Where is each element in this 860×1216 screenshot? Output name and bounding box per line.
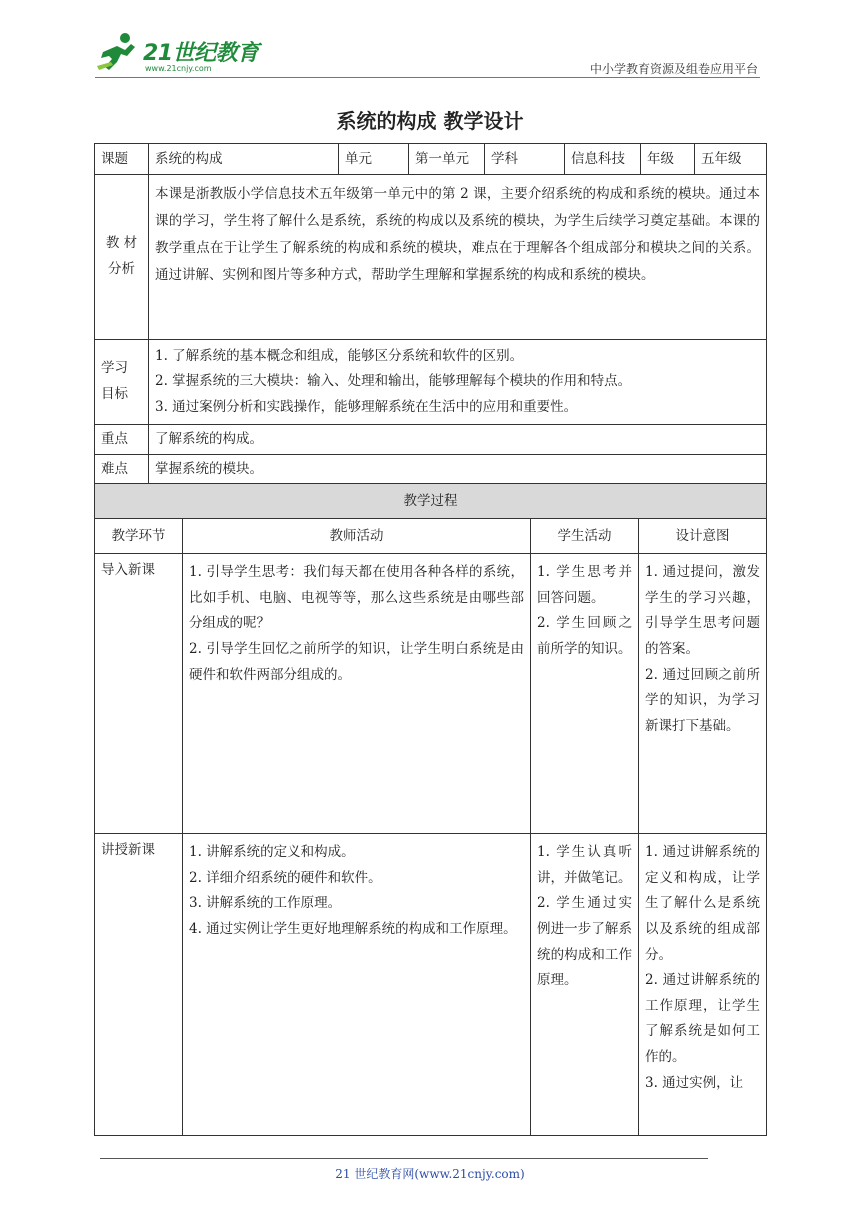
student-cell (531, 834, 639, 1136)
unit-value: 第一单元 (409, 144, 485, 175)
intent-item: 2. 通过讲解系统的工作原理，让学生了解系统是如何工作的。 (645, 972, 760, 1066)
key-row (95, 425, 767, 455)
difficulty-row (95, 455, 767, 485)
intent-item: 1. 通过提问，激发学生的学习兴趣，引导学生思考问题的答案。 (645, 564, 760, 657)
teacher-item: 2. 详细介绍系统的硬件和软件。 (189, 869, 382, 886)
analysis-cell (149, 175, 767, 340)
process-row-intro (95, 554, 767, 834)
page-header (95, 30, 760, 80)
grade-value: 五年级 (695, 144, 767, 175)
teacher-item: 2. 引导学生回忆之前所学的知识，让学生明白系统是由硬件和软件两部分组成的。 (189, 640, 524, 683)
teaching-process-table (94, 483, 767, 1136)
subject-label: 学科 (485, 144, 565, 175)
goal-item: 1. 了解系统的基本概念和组成，能够区分系统和软件的区别。 (155, 347, 524, 364)
footer-text: 21 世纪教育网(www.21cnjy.com) (335, 1167, 525, 1181)
course-label: 课题 (95, 144, 149, 175)
student-item: 2. 学生通过实例进一步了解系统的构成和工作原理。 (537, 895, 632, 989)
goals-label: 学习 目标 (95, 340, 149, 425)
runner-logo-icon (95, 32, 143, 72)
process-header-row (95, 519, 767, 554)
teacher-cell (183, 554, 531, 834)
grade-label: 年级 (641, 144, 695, 175)
analysis-row (95, 175, 767, 340)
analysis-text: 本课是浙教版小学信息技术五年级第一单元中的第 2 课，主要介绍系统的构成和系统的模块。通过本课的学习，学生将了解什么是系统，系统的构成以及系统的模块，为学生后续学习奠定基础。本课的教学重点在于让学生了解系统的构成和系统的模块，难点在于理解各个组成部分和模块之间的关系。通过讲解、实例和图片等多种方式，帮助学生理解和掌握系统的构成和系统的模块。 (155, 186, 760, 283)
intent-item: 1. 通过讲解系统的定义和构成，让学生了解什么是系统以及系统的组成部分。 (645, 844, 760, 963)
student-item: 2. 学生回顾之前所学的知识。 (537, 615, 632, 657)
stage-cell: 导入新课 (95, 554, 183, 834)
unit-label: 单元 (339, 144, 409, 175)
goal-item: 3. 通过案例分析和实践操作，能够理解系统在生活中的应用和重要性。 (155, 398, 578, 415)
intent-item: 2. 通过回顾之前所学的知识，为学习新课打下基础。 (645, 666, 760, 734)
lesson-info-table (94, 143, 767, 485)
site-logo (95, 32, 265, 72)
logo-text: 21世纪教育 (143, 41, 259, 66)
teacher-item: 4. 通过实例让学生更好地理解系统的构成和工作原理。 (189, 920, 517, 937)
header-intent: 设计意图 (639, 519, 767, 554)
goals-cell (149, 340, 767, 425)
process-title: 教学过程 (95, 484, 767, 519)
intent-item: 3. 通过实例，让 (645, 1074, 744, 1091)
process-title-row (95, 484, 767, 519)
goal-item: 2. 掌握系统的三大模块：输入、处理和输出，能够理解每个模块的作用和特点。 (155, 373, 632, 390)
course-value: 系统的构成 (149, 144, 339, 175)
goals-row (95, 340, 767, 425)
teacher-cell (183, 834, 531, 1136)
header-teacher: 教师活动 (183, 519, 531, 554)
intent-cell (639, 834, 767, 1136)
difficulty-value: 掌握系统的模块。 (149, 455, 767, 485)
logo-url: www.21cnjy.com (145, 64, 212, 73)
stage-cell: 讲授新课 (95, 834, 183, 1136)
analysis-label: 教 材 分析 (95, 175, 149, 340)
header-stage: 教学环节 (95, 519, 183, 554)
subject-value: 信息科技 (565, 144, 641, 175)
teacher-item: 3. 讲解系统的工作原理。 (189, 895, 342, 912)
student-cell (531, 554, 639, 834)
key-label: 重点 (95, 425, 149, 455)
process-row-teaching (95, 834, 767, 1136)
header-student: 学生活动 (531, 519, 639, 554)
difficulty-label: 难点 (95, 455, 149, 485)
key-value: 了解系统的构成。 (149, 425, 767, 455)
footer-divider (100, 1158, 708, 1159)
platform-name: 中小学教育资源及组卷应用平台 (589, 62, 758, 76)
student-item: 1. 学生思考并回答问题。 (537, 564, 632, 606)
header-divider (95, 77, 760, 78)
teacher-item: 1. 引导学生思考：我们每天都在使用各种各样的系统，比如手机、电脑、电视等等，那么这些系统是由哪些部分组成的呢？ (189, 564, 524, 632)
teacher-item: 1. 讲解系统的定义和构成。 (189, 844, 355, 860)
student-item: 1. 学生认真听讲，并做笔记。 (537, 844, 632, 886)
page-title: 系统的构成 教学设计 (336, 109, 524, 133)
intent-cell (639, 554, 767, 834)
info-row (95, 144, 767, 175)
